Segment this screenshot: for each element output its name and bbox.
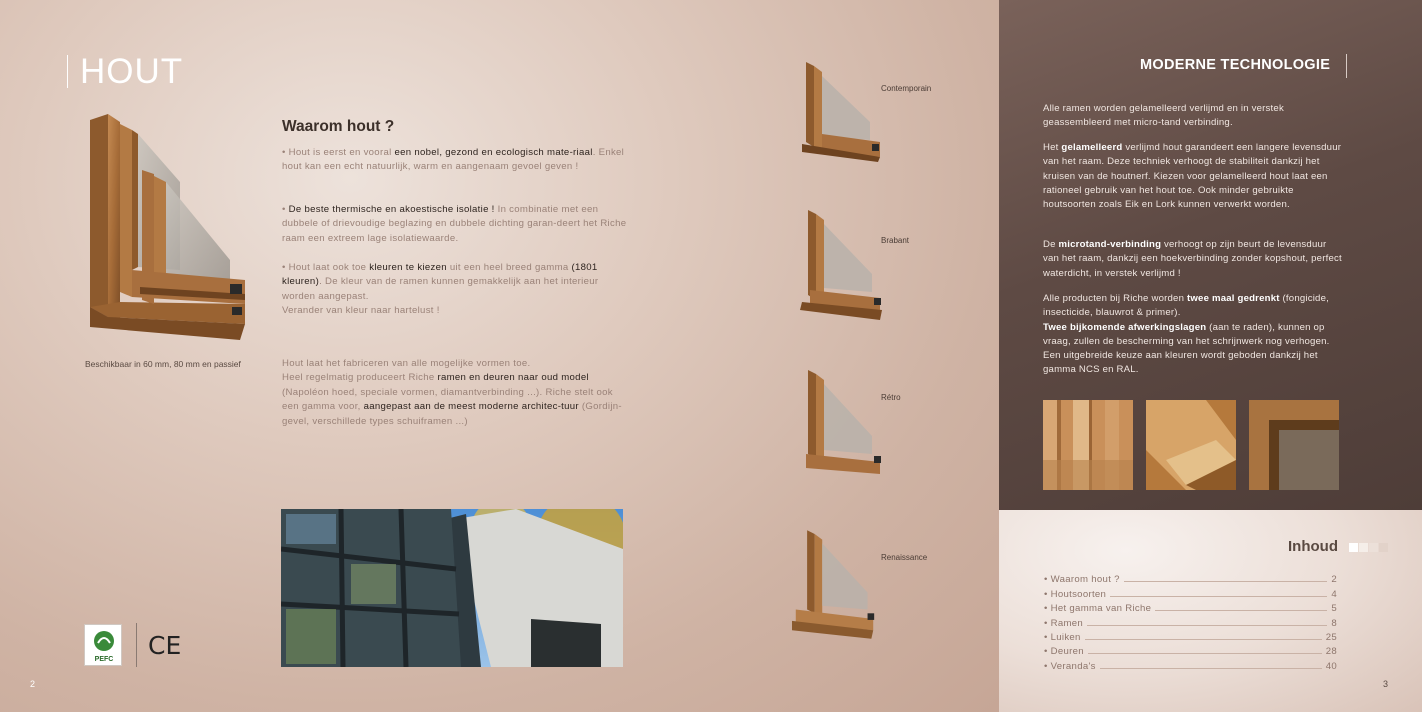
page-title: HOUT (80, 52, 184, 91)
tech-text: Alle ramen worden gelamelleerd verlijmd en in verstek geassembleerd met micro-tand verbinding. (1043, 103, 1284, 129)
toc-item-page: 5 (1331, 603, 1337, 615)
toc-item-waarom-hout[interactable] (1044, 571, 1337, 585)
toc-item-label: • Waarom hout ? (1044, 574, 1120, 586)
tech-paragraph-intro (1043, 102, 1343, 131)
toc-leader (1085, 639, 1322, 640)
toc-item-gamma[interactable] (1044, 600, 1337, 614)
toc-item-page: 2 (1331, 574, 1337, 586)
tech-text: De (1043, 239, 1059, 250)
tech-text: (fongicide, insecticide, blauwrot & primer). (1043, 293, 1329, 319)
bullet-text: Verander van kleur naar hartelust ! (282, 305, 440, 317)
toc-leader (1155, 610, 1327, 611)
pefc-text: PEFC (94, 656, 114, 663)
profile-label-renaissance: Renaissance (881, 553, 928, 562)
para-text: Hout laat het fabriceren van alle mogelijke vormen toe. (282, 358, 531, 369)
tech-paragraph-laminated (1043, 141, 1343, 212)
page-number-left: 2 (30, 679, 36, 689)
tech-text: verlijmd hout garandeert een langere levensduur van het raam. Deze techniek verhoogt de stabiliteit dankzij het kruisen van de houtnerf. Kiezen voor gelamelleerd hout laat een rationeel gebruik van het hout toe. Ook minder gebruikte houtsoorten zoals Eik en Lork kunnen verwerkt worden. (1043, 142, 1342, 211)
profile-renaissance-image (792, 527, 877, 642)
toc-item-ramen[interactable] (1044, 614, 1337, 628)
toc-item-deuren[interactable] (1044, 643, 1337, 657)
page-number-right: 3 (1383, 679, 1389, 689)
toc-item-label: • Ramen (1044, 617, 1084, 629)
technology-title: MODERNE TECHNOLOGIE (1140, 57, 1331, 73)
bullet-text: • Hout is eerst en vooral (282, 147, 395, 158)
logo-divider (136, 623, 137, 667)
toc-item-verandas[interactable] (1044, 657, 1337, 671)
bullet-highlight: een nobel, gezond en ecologisch mate-riaal (394, 147, 593, 158)
toc-item-label: • Luiken (1044, 631, 1081, 643)
tech-highlight: twee maal gedrenkt (1187, 293, 1280, 304)
toc-list (1044, 571, 1337, 672)
toc-item-houtsoorten[interactable] (1044, 585, 1337, 599)
toc-item-page: 40 (1325, 660, 1337, 672)
toc-item-label: • Veranda's (1044, 660, 1096, 672)
bullet-text: uit een heel breed gamma (446, 262, 572, 273)
bullet-text: In combinatie met een dubbele of drievoudige beglazing en dubbele dichting garan-deert het Riche raam een extreem lage isolatiewaarde. (282, 204, 627, 244)
toc-item-page: 4 (1331, 588, 1337, 600)
toc-item-label: • Deuren (1044, 646, 1084, 658)
tech-text: verhoogt op zijn beurt de levensduur van het raam, dankzij een hoekverbinding zonder kopshout, perfect waterdicht, in verstek verlijmd ! (1043, 239, 1342, 279)
wood-photo-corner (1249, 400, 1339, 490)
ce-mark: CE (148, 631, 182, 660)
availability-note: Beschikbaar in 60 mm, 80 mm en passief (85, 359, 241, 369)
bullet-ecological (282, 146, 627, 175)
title-divider (67, 55, 68, 88)
toc-leader (1110, 596, 1327, 597)
profile-label-retro: Rétro (881, 393, 901, 402)
tech-text: Het (1043, 142, 1062, 153)
toc-item-page: 28 (1325, 646, 1337, 658)
tech-text: Alle producten bij Riche worden (1043, 293, 1187, 304)
bullet-text: . De kleur van de ramen kunnen gemakkelijk aan het interieur worden aangepast. (282, 276, 599, 302)
bullet-isolation (282, 203, 627, 246)
technology-title-divider (1346, 54, 1347, 78)
toc-item-page: 25 (1325, 631, 1337, 643)
pefc-logo (84, 624, 122, 666)
tech-highlight: gelamelleerd (1061, 142, 1123, 153)
toc-leader (1087, 625, 1327, 626)
bullet-text: • Hout laat ook toe (282, 262, 370, 273)
section-title: Waarom hout ? (282, 118, 395, 135)
wood-photo-joint (1146, 400, 1236, 490)
toc-item-luiken[interactable] (1044, 629, 1337, 643)
tech-highlight: microtand-verbinding (1058, 239, 1162, 250)
toc-leader (1088, 653, 1322, 654)
profile-contemporain-image (800, 62, 885, 162)
bullet-highlight: (1801 kleuren) (282, 262, 598, 288)
tech-paragraph-treatment (1043, 292, 1343, 378)
window-profile-image (80, 112, 250, 342)
toc-squares-icon (1349, 543, 1389, 553)
toc-item-label: • Houtsoorten (1044, 588, 1107, 600)
para-highlight: aangepast aan de meest moderne architec-tuur (363, 401, 579, 413)
para-highlight: ramen en deuren naar oud model (437, 372, 589, 384)
toc-leader (1100, 668, 1322, 669)
toc-item-label: • Het gamma van Riche (1044, 603, 1152, 615)
tech-highlight: Twee bijkomende afwerkingslagen (1043, 321, 1207, 333)
pefc-tree-icon (85, 625, 123, 667)
para-text: (Gordijn-gevel, verschillede types schuiframen ...) (282, 401, 622, 427)
shapes-paragraph (282, 357, 627, 429)
bullet-text: . Enkel hout kan een echt natuurlijk, warm en aangenaam gevoel geven ! (282, 147, 625, 173)
toc-item-page: 8 (1331, 617, 1337, 629)
bullet-text: • (282, 204, 289, 215)
bullet-colors (282, 261, 627, 319)
tech-paragraph-microtooth (1043, 238, 1343, 281)
toc-title: Inhoud (1288, 538, 1338, 555)
profile-retro-image (800, 370, 885, 480)
profile-brabant-image (800, 210, 885, 320)
bullet-highlight: kleuren te kiezen (369, 262, 447, 273)
para-text: (Napoléon hoed, speciale vormen, diamantverbinding ...). Riche stelt ook een gamma voor, (282, 386, 613, 413)
profile-label-contemporain: Contemporain (881, 84, 932, 93)
profile-label-brabant: Brabant (881, 236, 910, 245)
house-photo (281, 509, 623, 667)
para-text: Heel regelmatig produceert Riche (282, 372, 438, 384)
toc-leader (1124, 581, 1328, 582)
bullet-highlight: De beste thermische en akoestische isolatie ! (288, 204, 495, 215)
wood-photo-lamellas (1043, 400, 1133, 490)
tech-text: (aan te raden), kunnen op vraag, zullen de bescherming van het schrijnwerk nog verhogen. Een uitgebreide keuze aan kleuren wordt geboden dankzij het gamma NCS en RAL. (1043, 321, 1330, 376)
